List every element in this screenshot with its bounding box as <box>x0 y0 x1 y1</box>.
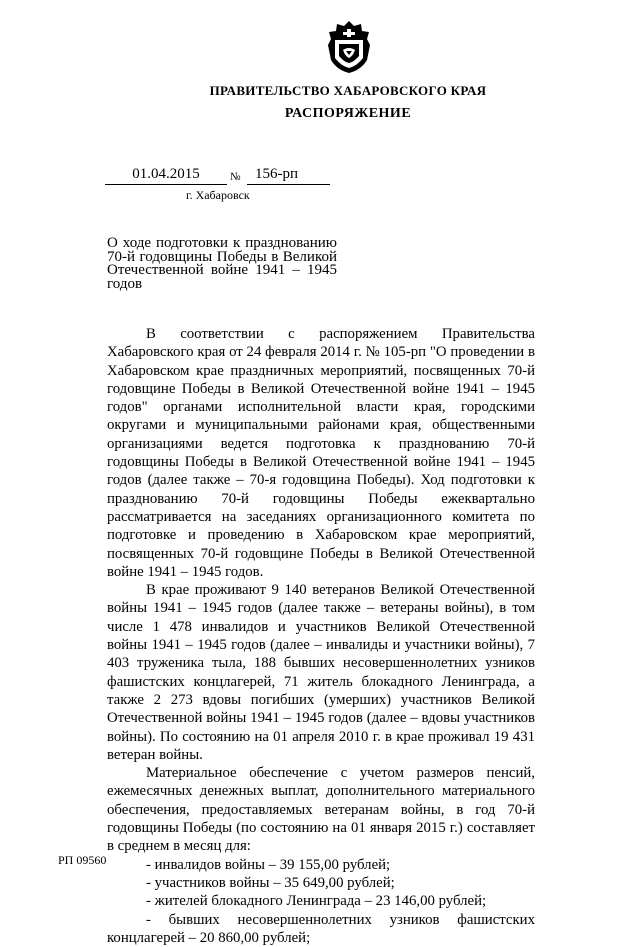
coat-of-arms-icon <box>327 20 371 74</box>
list-item: - инвалидов войны – 39 155,00 рублей; <box>107 856 535 874</box>
list-item: - бывших несовершеннолетних узников фашистских концлагерей – 20 860,00 рублей; <box>107 911 535 947</box>
government-title: ПРАВИТЕЛЬСТВО ХАБАРОВСКОГО КРАЯ <box>0 83 640 99</box>
document-subject: О ходе подготовки к празднованию 70-й годовщины Победы в Великой Отечественной войне 1941 – 1945 годов <box>107 237 337 291</box>
number-sign: № <box>230 171 244 183</box>
document-number: 156-рп <box>247 166 330 185</box>
document-type: РАСПОРЯЖЕНИЕ <box>0 106 640 122</box>
city: г. Хабаровск <box>186 188 250 203</box>
paragraph-3: Материальное обеспечение с учетом размеров пенсий, ежемесячных денежных выплат, дополнительного материального обеспечения, предоставляемых ветеранам войны, в год 70-й годовщины Победы (по состоянию на 01 января 2015 г.) составляет в среднем в месяц для: <box>107 764 535 855</box>
paragraph-2: В крае проживают 9 140 ветеранов Великой Отечественной войны 1941 – 1945 годов (далее также – ветераны войны), в том числе 1 478 инвалидов и участников Великой Отечественной войны 1941 – 1945 годов (далее – инвалиды и участники войны), 7 403 труженика тыла, 188 бывших несовершеннолетних узников фашистских концлагерей, 71 житель блокадного Ленинграда, а также 2 273 вдовы погибших (умерших) участников Великой Отечественной войны 1941 – 1945 годов (далее – вдовы участников войны). По состоянию на 01 апреля 2010 г. в крае проживал 19 431 ветеран войны. <box>107 581 535 764</box>
document-body <box>107 325 535 947</box>
list-item: - жителей блокадного Ленинграда – 23 146,00 рублей; <box>107 892 535 910</box>
list-item: - участников войны – 35 649,00 рублей; <box>107 874 535 892</box>
document-date: 01.04.2015 <box>105 166 227 185</box>
paragraph-1: В соответствии с распоряжением Правительства Хабаровского края от 24 февраля 2014 г. № 105-рп "О проведении в Хабаровском крае праздничных мероприятий, посвященных 70-й годовщине Победы в Великой Отечественной войне 1941 – 1945 годов" органами исполнительной власти края, городскими округами и муниципальными районами края, общественными организациями ведется подготовка к празднованию 70-й годовщины Победы в Великой Отечественной войне 1941 – 1945 годов (далее также – 70-я годовщина Победы). Ход подготовки к празднованию 70-й годовщины Победы ежеквартально рассматривается на заседаниях организационного комитета по подготовке и проведению в Хабаровском крае мероприятий, посвященных 70-й годовщине Победы в Великой Отечественной войне 1941 – 1945 годов. <box>107 325 535 581</box>
document-code: РП 09560 <box>58 853 106 868</box>
